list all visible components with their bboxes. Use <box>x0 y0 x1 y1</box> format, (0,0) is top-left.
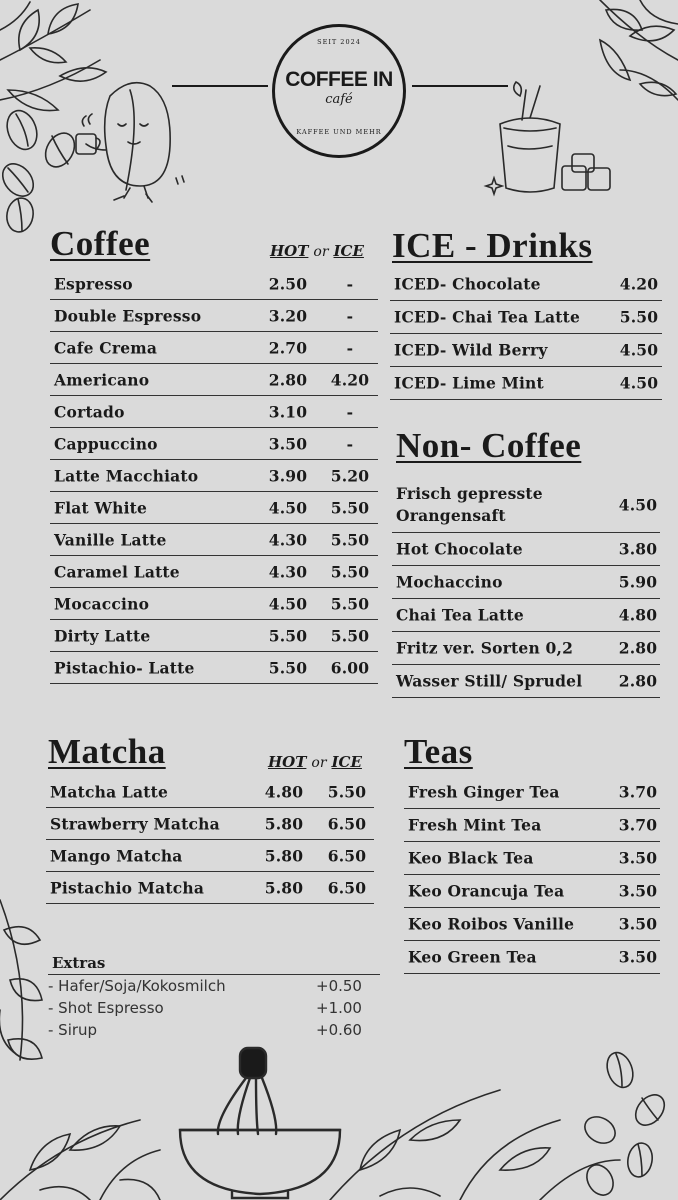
non-coffee-title: Non- Coffee <box>396 426 582 465</box>
item-name: Keo Green Tea <box>408 947 537 967</box>
menu-row-mochaccino <box>392 566 660 599</box>
menu-row-hot-chocolate <box>392 533 660 566</box>
menu-row-vanille-latte <box>50 524 378 556</box>
coffee-title: Coffee <box>50 224 151 263</box>
menu-row-latte-macchiato <box>50 460 378 492</box>
menu-row-dirty-latte <box>50 620 378 652</box>
menu-row-pistachio-matcha <box>46 872 374 904</box>
item-price: 3.50 <box>618 914 658 934</box>
menu-row-mango-matcha <box>46 840 374 872</box>
menu-row-americano <box>50 364 378 396</box>
top-right-leaves-icon <box>600 0 678 100</box>
bean-character-icon <box>76 83 184 202</box>
extras-section <box>48 954 380 1041</box>
item-price-ice: - <box>346 402 354 421</box>
teas-menu <box>404 776 660 974</box>
hot-label: HOT <box>270 242 309 260</box>
menu-row-iced-lime-mint <box>390 367 662 400</box>
matcha-whisk-bowl-icon <box>180 1048 340 1198</box>
or-label: or <box>311 755 327 771</box>
menu-row-cortado <box>50 396 378 428</box>
menu-row-mocaccino <box>50 588 378 620</box>
menu-row-fritz-ver-sorten-0-2 <box>392 632 660 665</box>
item-price: 4.50 <box>619 373 659 393</box>
menu-row-frisch-gepresste-orangensaft <box>392 477 660 533</box>
menu-row-fresh-mint-tea <box>404 809 660 842</box>
item-name: Keo Black Tea <box>408 848 534 868</box>
item-price-hot: 2.50 <box>268 274 308 293</box>
item-price: 5.50 <box>619 307 659 327</box>
item-price-hot: 3.90 <box>268 466 308 485</box>
item-name: Cortado <box>54 402 125 421</box>
top-left-leaves-icon <box>0 2 106 111</box>
item-name: Mocaccino <box>54 594 150 613</box>
logo-name: COFFEE IN <box>285 68 393 91</box>
item-name: Strawberry Matcha <box>50 814 220 833</box>
extra-name: - Sirup <box>48 1021 98 1039</box>
menu-row-caramel-latte <box>50 556 378 588</box>
extra-name: - Hafer/Soja/Kokosmilch <box>48 977 226 995</box>
item-price-hot: 3.20 <box>268 306 308 325</box>
item-price-ice: 5.50 <box>330 498 370 517</box>
menu-row-double-espresso <box>50 300 378 332</box>
extra-price: +0.60 <box>316 1021 362 1039</box>
item-name: Fresh Mint Tea <box>408 815 542 835</box>
item-price-ice: 6.00 <box>330 658 370 677</box>
menu-row-strawberry-matcha <box>46 808 374 840</box>
item-price-hot: 4.30 <box>268 562 308 581</box>
logo-tagline: KAFFEE UND MEHR <box>296 128 382 136</box>
item-price-ice: - <box>346 434 354 453</box>
ice-drinks-title: ICE - Drinks <box>392 226 593 265</box>
extras-title: Extras <box>48 954 380 975</box>
logo-since: SEIT 2024 <box>317 38 361 46</box>
item-price-hot: 4.80 <box>264 782 304 801</box>
menu-row-iced-chai-tea-latte <box>390 301 662 334</box>
logo-line-left <box>172 85 268 87</box>
item-price: 3.70 <box>618 782 658 802</box>
item-price-ice: 5.50 <box>330 562 370 581</box>
ice-drinks-menu <box>390 268 662 400</box>
logo-line-right <box>412 85 508 87</box>
extra-row <box>48 1019 380 1041</box>
item-price: 2.80 <box>618 671 658 691</box>
item-price: 4.20 <box>619 274 659 294</box>
matcha-title: Matcha <box>48 732 166 771</box>
item-price-ice: 5.50 <box>330 530 370 549</box>
matcha-menu <box>46 776 374 904</box>
extra-price: +1.00 <box>316 999 362 1017</box>
teas-title: Teas <box>404 732 473 771</box>
non-coffee-menu <box>392 477 660 698</box>
item-price-ice: 5.50 <box>327 782 367 801</box>
item-price: 3.50 <box>618 848 658 868</box>
item-name: Latte Macchiato <box>54 466 199 485</box>
extra-name: - Shot Espresso <box>48 999 164 1017</box>
menu-row-cafe-crema <box>50 332 378 364</box>
menu-row-iced-wild-berry <box>390 334 662 367</box>
item-price-ice: - <box>346 306 354 325</box>
item-price-hot: 2.80 <box>268 370 308 389</box>
item-name: Americano <box>54 370 150 389</box>
iced-drink-icon <box>486 82 610 194</box>
item-name: Matcha Latte <box>50 782 169 801</box>
item-name: Wasser Still/ Sprudel <box>396 671 583 691</box>
item-price-ice: 5.50 <box>330 594 370 613</box>
item-name: ICED- Chai Tea Latte <box>394 307 581 327</box>
item-name: Dirty Latte <box>54 626 151 645</box>
item-price-hot: 3.50 <box>268 434 308 453</box>
item-price-ice: 6.50 <box>327 814 367 833</box>
or-label: or <box>313 244 329 260</box>
extra-row <box>48 997 380 1019</box>
item-price-hot: 4.50 <box>268 594 308 613</box>
item-price-ice: - <box>346 338 354 357</box>
item-name: Cappuccino <box>54 434 158 453</box>
item-price-ice: 6.50 <box>327 846 367 865</box>
item-price-hot: 2.70 <box>268 338 308 357</box>
item-price-ice: 5.20 <box>330 466 370 485</box>
matcha-hot-ice-header <box>268 753 362 771</box>
item-price: 5.90 <box>618 572 658 592</box>
item-price: 2.80 <box>618 638 658 658</box>
item-price: 3.80 <box>618 539 658 559</box>
item-name: Mochaccino <box>396 572 503 592</box>
item-price-ice: - <box>346 274 354 293</box>
item-price: 4.50 <box>618 495 658 514</box>
item-name: Frisch gepresste Orangensaft <box>396 483 543 525</box>
item-name: Pistachio- Latte <box>54 658 195 677</box>
item-price-ice: 4.20 <box>330 370 370 389</box>
menu-row-cappuccino <box>50 428 378 460</box>
coffee-menu <box>50 268 378 684</box>
menu-row-pistachio-latte <box>50 652 378 684</box>
item-name: Flat White <box>54 498 148 517</box>
item-name: Mango Matcha <box>50 846 183 865</box>
item-price-hot: 5.50 <box>268 626 308 645</box>
item-price-hot: 4.50 <box>268 498 308 517</box>
menu-row-iced-chocolate <box>390 268 662 301</box>
item-name: Cafe Crema <box>54 338 158 357</box>
extra-price: +0.50 <box>316 977 362 995</box>
menu-row-keo-roibos-vanille <box>404 908 660 941</box>
menu-row-fresh-ginger-tea <box>404 776 660 809</box>
item-name: Double Espresso <box>54 306 202 325</box>
menu-row-keo-green-tea <box>404 941 660 974</box>
logo-sub: café <box>325 92 353 107</box>
item-price-hot: 5.80 <box>264 814 304 833</box>
item-price-ice: 6.50 <box>327 878 367 897</box>
item-price-hot: 4.30 <box>268 530 308 549</box>
item-price-hot: 5.80 <box>264 846 304 865</box>
ice-label: ICE <box>333 242 364 260</box>
item-name: Keo Orancuja Tea <box>408 881 565 901</box>
item-name: Chai Tea Latte <box>396 605 524 625</box>
coffee-beans-icon <box>0 106 80 234</box>
item-name: Fresh Ginger Tea <box>408 782 560 802</box>
hot-label: HOT <box>268 753 307 771</box>
menu-row-keo-black-tea <box>404 842 660 875</box>
coffee-hot-ice-header <box>270 242 364 260</box>
item-name: Vanille Latte <box>54 530 167 549</box>
item-price: 4.50 <box>619 340 659 360</box>
item-name: Keo Roibos Vanille <box>408 914 575 934</box>
item-name: Hot Chocolate <box>396 539 523 559</box>
item-price: 3.50 <box>618 881 658 901</box>
bottom-beans-icon <box>580 1049 670 1200</box>
item-name: Espresso <box>54 274 133 293</box>
menu-row-flat-white <box>50 492 378 524</box>
ice-label: ICE <box>331 753 362 771</box>
item-name: Pistachio Matcha <box>50 878 205 897</box>
item-price-hot: 3.10 <box>268 402 308 421</box>
item-price-hot: 5.80 <box>264 878 304 897</box>
extras-list <box>48 975 380 1041</box>
item-name: Fritz ver. Sorten 0,2 <box>396 638 574 658</box>
menu-row-wasser-still-sprudel <box>392 665 660 698</box>
menu-row-keo-orancuja-tea <box>404 875 660 908</box>
item-name: Caramel Latte <box>54 562 180 581</box>
item-price-ice: 5.50 <box>330 626 370 645</box>
item-price: 3.70 <box>618 815 658 835</box>
item-name: ICED- Chocolate <box>394 274 541 294</box>
item-price-hot: 5.50 <box>268 658 308 677</box>
menu-row-chai-tea-latte <box>392 599 660 632</box>
item-price: 3.50 <box>618 947 658 967</box>
menu-row-matcha-latte <box>46 776 374 808</box>
item-price: 4.80 <box>618 605 658 625</box>
extra-row <box>48 975 380 997</box>
item-name: ICED- Wild Berry <box>394 340 548 360</box>
left-leaves-icon <box>0 900 42 1060</box>
menu-row-espresso <box>50 268 378 300</box>
item-name: ICED- Lime Mint <box>394 373 544 393</box>
